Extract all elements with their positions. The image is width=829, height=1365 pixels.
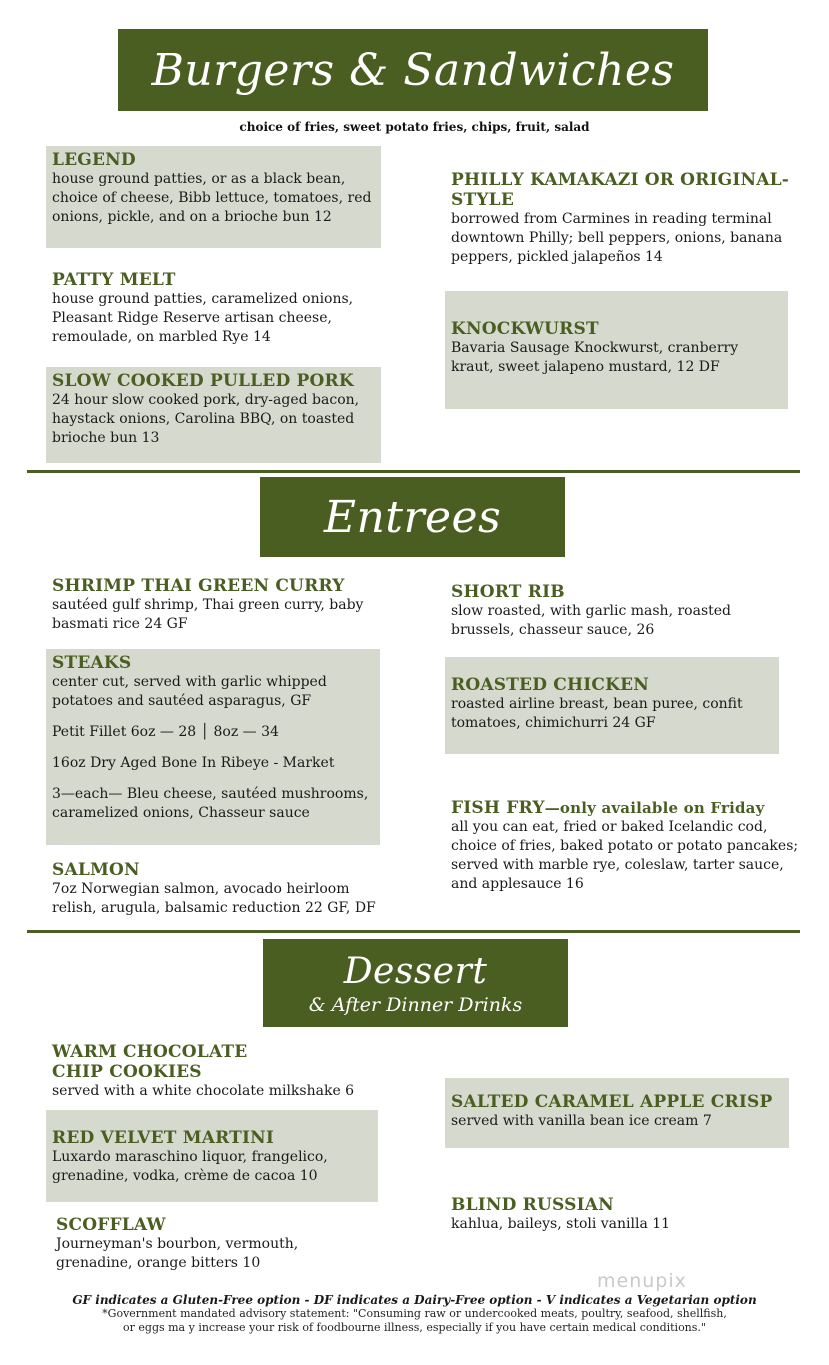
burgers-sides: choice of fries, sweet potato fries, chips, fruit, salad [239,120,590,134]
footer [0,1293,829,1335]
item-desc: 24 hour slow cooked pork, dry-aged bacon, haystack onions, Carolina BBQ, on toasted brioche bun 13 [52,392,360,446]
item-name: KNOCKWURST [451,319,599,339]
dessert-subtitle: & After Dinner Drinks [308,993,523,1016]
item-desc: center cut, served with garlic whipped potatoes and sautéed asparagus, GF [52,674,327,709]
steak-ribeye: 16oz Dry Aged Bone In Ribeye - Market [52,755,335,771]
item-desc: Journeyman's bourbon, vermouth, grenadine, orange bitters 10 [56,1236,299,1271]
steak-addons: 3—each— Bleu cheese, sautéed mushrooms, caramelized onions, Chasseur sauce [52,786,369,821]
item-name: SHRIMP THAI GREEN CURRY [52,576,345,596]
entrees-banner [260,477,565,557]
item-name: SCOFFLAW [56,1215,166,1235]
item-name: PHILLY KAMAKAZI OR ORIGINAL-STYLE [451,170,790,210]
menu-item-knockwurst [445,291,788,409]
menu-item-scofflaw [50,1211,380,1277]
menu-item-pulled-pork [46,367,381,463]
burgers-banner [118,29,708,111]
item-name: PATTY MELT [52,270,176,290]
item-name: SHORT RIB [451,582,565,602]
menu-item-apple-crisp [445,1078,789,1148]
watermark-logo: menupix [597,1270,687,1292]
menu-item-philly [445,166,805,271]
item-name: ROASTED CHICKEN [451,675,650,695]
item-name: SALTED CARAMEL APPLE CRISP [451,1092,773,1112]
item-desc: house ground patties, caramelized onions, Pleasant Ridge Reserve artisan cheese, remoulade, on marbled Rye 14 [52,291,354,345]
menu-item-blind-russian [445,1191,785,1238]
item-name: BLIND RUSSIAN [451,1195,614,1215]
section-divider [27,470,800,473]
menu-item-salmon [46,856,391,922]
menu-item-shrimp-curry [46,572,396,638]
item-name: SLOW COOKED PULLED PORK [52,371,354,391]
item-name: STEAKS [52,653,132,673]
section-divider [27,930,800,933]
item-name: WARM CHOCOLATE CHIP COOKIES [52,1042,248,1082]
item-desc: kahlua, baileys, stoli vanilla 11 [451,1216,671,1232]
advisory-line-2: or eggs ma y increase your risk of foodbourne illness, especially if you have certain medical conditions." [123,1321,706,1334]
item-name: RED VELVET MARTINI [52,1128,275,1148]
item-desc: borrowed from Carmines in reading terminal downtown Philly; bell peppers, onions, banana peppers, pickled jalapeños 14 [451,211,783,265]
item-name [451,798,799,818]
dessert-banner [263,939,568,1027]
menu-item-fish-fry [445,794,805,898]
menu-item-roasted-chicken [445,657,779,754]
item-desc: all you can eat, fried or baked Icelandic cod, choice of fries, baked potato or potato pancakes; served with marble rye, coleslaw, tarter sauce, and applesauce 16 [451,819,799,892]
item-desc: roasted airline breast, bean puree, confit tomatoes, chimichurri 24 GF [451,696,743,731]
advisory-line-1: *Government mandated advisory statement: "Consuming raw or undercooked meats, poultry, seafood, shellfish, [102,1307,727,1320]
steak-petit-fillet: Petit Fillet 6oz — 28 │ 8oz — 34 [52,724,279,740]
item-desc: 7oz Norwegian salmon, avocado heirloom relish, arugula, balsamic reduction 22 GF, DF [52,881,376,916]
menu-item-steaks [46,649,380,845]
item-desc: house ground patties, or as a black bean, choice of cheese, Bibb lettuce, tomatoes, red onions, pickle, and on a brioche bun 12 [52,171,372,225]
item-desc: served with vanilla bean ice cream 7 [451,1113,712,1129]
menu-item-patty-melt [46,266,386,351]
menu-item-short-rib [445,578,795,644]
menu-item-cookies [46,1038,386,1105]
item-name: SALMON [52,860,140,880]
item-desc: Luxardo maraschino liquor, frangelico, grenadine, vodka, crème de cacoa 10 [52,1149,328,1184]
item-desc: sautéed gulf shrimp, Thai green curry, baby basmati rice 24 GF [52,597,364,632]
dessert-title: Dessert [343,950,488,992]
item-name: LEGEND [52,150,136,170]
entrees-title: Entrees [323,491,502,543]
item-desc: slow roasted, with garlic mash, roasted brussels, chasseur sauce, 26 [451,603,731,638]
diet-legend: GF indicates a Gluten-Free option - DF indicates a Dairy-Free option - V indicates a Vegetarian option [72,1293,757,1307]
item-desc: Bavaria Sausage Knockwurst, cranberry kraut, sweet jalapeno mustard, 12 DF [451,340,739,375]
menu-item-red-velvet-martini [46,1110,378,1202]
fish-fry-note: —only available on Friday [544,799,765,817]
burgers-title: Burgers & Sandwiches [151,44,675,96]
fish-fry-name: FISH FRY [451,798,545,818]
menu-item-legend [46,146,381,248]
item-desc: served with a white chocolate milkshake 6 [52,1083,355,1099]
